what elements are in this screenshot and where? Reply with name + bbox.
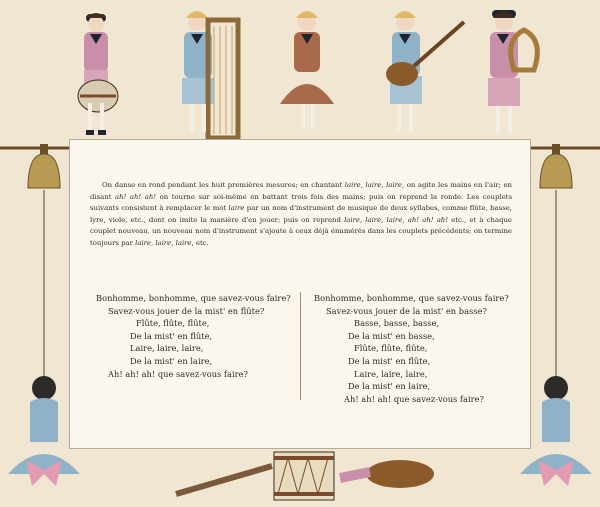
- intro-emphasis: laire, laire, laire, ah! ah! ah!: [344, 215, 449, 224]
- intro-text: , etc.: [191, 238, 209, 247]
- verse-line: Flûte, flûte, flûte,: [136, 318, 210, 329]
- verse-line: Ah! ah! ah! que savez-vous faire?: [344, 393, 484, 404]
- verse-line: Flûte, flûte, flûte,: [354, 343, 428, 354]
- lyre-girl-icon: [488, 10, 537, 134]
- intro-emphasis: laire, laire, laire: [344, 181, 402, 189]
- intro-text: , on agite les mains en l'air; en disant: [90, 181, 512, 201]
- verse-line: De la mist' en basse,: [348, 330, 435, 341]
- verse-line: Basse, basse, basse,: [354, 318, 440, 329]
- verse-line: De la mist' en flûte,: [348, 355, 431, 366]
- verse-line: Savez-vous jouer de la mist' en basse?: [326, 305, 487, 316]
- verse-line: Bonhomme, bonhomme, que savez-vous faire?: [314, 293, 509, 303]
- intro-text: etc., et à chaque couplet nouveau, un nouveau nom d'instrument s'ajoute à ceux déjà énumérés dans les couplets précédents; on termine toujours par: [90, 215, 513, 247]
- intro-text: on tourne sur soi-même en battant trois fois des mains; puis on reprend la ronde. Les couplets suivants consistent à remplacer le mot: [90, 192, 512, 213]
- verse-divider: [300, 292, 301, 400]
- bell-left-icon: [28, 144, 60, 188]
- mandolin-girl-icon: [386, 11, 464, 132]
- bell-right-icon: [540, 144, 572, 188]
- verse-line: Laire, laire, laire,: [130, 343, 204, 354]
- text-panel: [69, 139, 531, 449]
- verse-line: De la mist' en laire,: [348, 381, 431, 392]
- verse-line: Laire, laire, laire,: [354, 368, 428, 379]
- drum-girl-icon: [78, 13, 118, 135]
- harp-girl-icon: [182, 11, 238, 138]
- verse-line: De la mist' en flûte,: [130, 330, 213, 341]
- verse-line: De la mist' en laire,: [130, 355, 213, 366]
- verse-line: Bonhomme, bonhomme, que savez-vous faire?: [96, 293, 291, 303]
- verse-line: Ah! ah! ah! que savez-vous faire?: [108, 368, 248, 379]
- top-illustration: [0, 0, 600, 140]
- intro-emphasis: ah! ah! ah!: [115, 192, 157, 201]
- verse-left: [96, 292, 291, 380]
- instruments-pile-icon: [170, 444, 440, 507]
- intro-text: On danse en rond pendant les huit premières mesures; en chantant: [102, 181, 345, 189]
- intro-emphasis: laire, laire, laire: [135, 238, 192, 247]
- verse-line: Savez-vous jouer de la mist' en flûte?: [108, 305, 265, 316]
- dancing-girl-icon: [280, 11, 334, 128]
- verse-right: [314, 292, 514, 405]
- intro-paragraph: [90, 180, 512, 250]
- intro-emphasis: laire: [228, 204, 245, 213]
- intro-text: par un nom d'instrument de musique de deux syllabes, comme flûte, basse, lyre, viole, etc., dont on imite la manière d'en jouer; puis on reprend: [90, 204, 512, 224]
